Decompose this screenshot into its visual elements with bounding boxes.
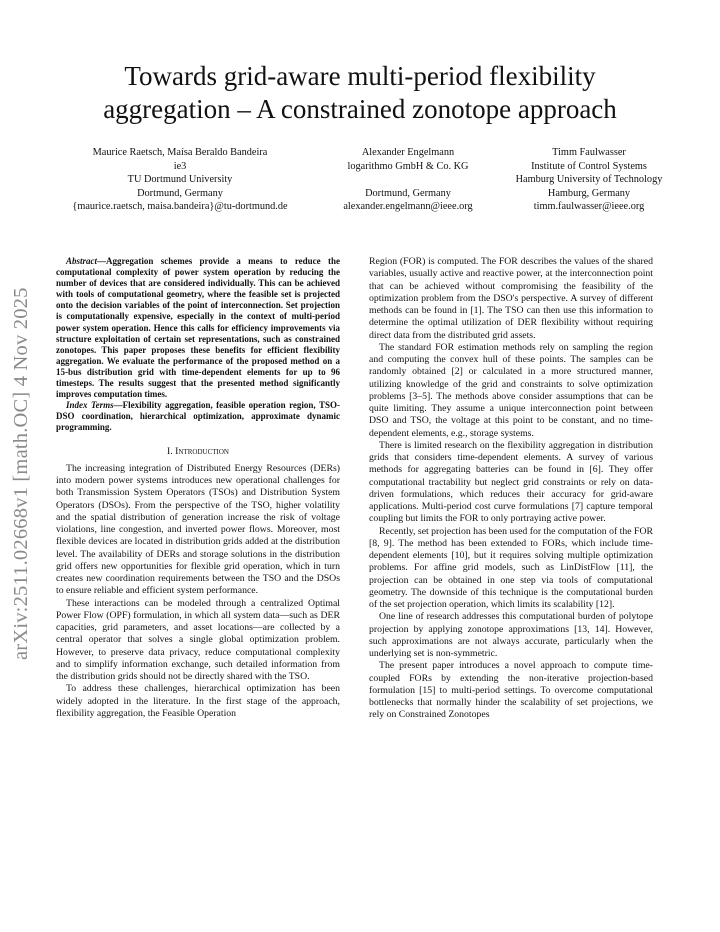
author-2	[318, 146, 498, 214]
paragraph: Region (FOR) is computed. The FOR describes the values of the shared variables, usually active and reactive power, at the interconnection point that can be achieved without compromising the feasibility of the optimization problem from the DSO's perspective. A survey of different methods can be found in [1]. The TSO can then use this information to determine the optimal utilization of DER flexibility without requiring direct data from the distributed grid assets.	[369, 256, 653, 341]
abstract-label: Abstract	[66, 256, 98, 266]
author-location: Hamburg, Germany	[547, 187, 631, 199]
author-email: {maurice.raetsch, maisa.bandeira}@tu-dortmund.de	[72, 201, 288, 213]
paper-title	[0, 60, 720, 126]
title-line-2: aggregation – A constrained zonotope approach	[103, 94, 617, 124]
abstract	[56, 256, 340, 400]
author-affiliation: TU Dortmund University	[127, 174, 233, 186]
paragraph: The present paper introduces a novel approach to compute time-coupled FORs by extending the non-iterative projection-based formulation [15] to multi-period settings. To overcome computational bottlenecks that normally hinder the scalability of set projections, we rely on Constrained Zonotopes	[369, 660, 653, 721]
index-terms-text: —Flexibility aggregation, feasible operation region, TSO-DSO coordination, hierarchical optimization, approximate dynamic programming.	[56, 400, 340, 433]
left-column	[56, 256, 340, 720]
author-affiliation: logarithmo GmbH & Co. KG	[347, 160, 469, 172]
paragraph: These interactions can be modeled through a centralized Optimal Power Flow (OPF) formulation, in which all system data—such as DER capacities, grid parameters, and asset locations—are collected by a central operator that solves a single global optimization problem. However, to preserve data privacy, reduce computational complexity and to simplify information exchange, such detailed information from the distribution grids should not be directly shared with the TSO.	[56, 597, 340, 682]
author-email: alexander.engelmann@ieee.org	[343, 201, 473, 213]
author-email: timm.faulwasser@ieee.org	[533, 201, 645, 213]
paragraph: The standard FOR estimation methods rely on sampling the region and computing the convex hull of these points. The samples can be randomly obtained [2] or calculated in a more structured manner, utilizing knowledge of the grid and constraints to solve optimization problems [3–5]. The methods above consider assumptions that can be quite limiting. They assume a unique interconnection point between DSO and TSO, the voltage at this point to be constant, and no time-dependent elements, e.g., storage systems.	[369, 341, 653, 439]
author-location: Dortmund, Germany	[137, 187, 223, 199]
paragraph: The increasing integration of Distributed Energy Resources (DERs) into modern power systems introduces new operational challenges for both Transmission System Operators (TSOs) and Distribution System Operators (DSOs). From the perspective of the TSO, higher volatility and the spatial distribution of generation increase the risk of voltage violations, line congestion, and inverted power flows. Moreover, most flexible devices are located in distribution grids added at the distribution level. The availability of DERs and storage solutions in the distribution grid offers new opportunities for flexible grid operation, which in turn creates new coordination requirements between the TSO and the DSOs to ensure reliable and efficient system performance.	[56, 462, 340, 597]
paragraph: One line of research addresses this computational burden of polytope projection by applying zonotope approximations [13, 14]. However, such approximations are not always accurate, particularly when the underlying set is non-symmetric.	[369, 611, 653, 659]
right-column	[369, 256, 653, 722]
index-terms-label: Index Terms	[66, 400, 114, 411]
paragraph: To address these challenges, hierarchical optimization has been widely adopted in the literature. In the first stage of the approach, flexibility aggregation, the Feasible Operation	[56, 683, 340, 719]
author-affiliation	[318, 173, 498, 187]
author-3	[504, 146, 674, 214]
abstract-text: —Aggregation schemes provide a means to reduce the computational complexity of power system operation by reducing the number of devices that are considered individually. This can be achieved with tools of computational geometry, where the feasible set is projected onto the decision variables of the point of interconnection. Set projection is computationally expensive, especially in the context of multi-period power system operation. Hence this calls for efficiency improvements via structure exploitation of certain set representations, such as constrained zonotopes. This paper proposes these benefits for efficient flexibility aggregation. We evaluate the performance of the proposed method on a 15-bus distribution grid with time-dependent elements for up to 96 timesteps. The results suggest that the presented method significantly improves computation times.	[56, 256, 340, 400]
author-location: Dortmund, Germany	[365, 187, 451, 199]
author-affiliation: Hamburg University of Technology	[515, 174, 663, 186]
author-affiliation: Institute of Control Systems	[531, 160, 647, 172]
author-name: Maurice Raetsch, Maísa Beraldo Bandeira	[92, 147, 268, 158]
author-name: Timm Faulwasser	[552, 147, 626, 158]
author-name: Alexander Engelmann	[361, 147, 455, 158]
title-line-1: Towards grid-aware multi-period flexibility	[124, 61, 596, 91]
section-heading: I. Introduction	[167, 445, 229, 457]
paragraph: Recently, set projection has been used for the computation of the FOR [8, 9]. The method has been extended to FORs, which include time-dependent elements [10], but it requires solving multiple optimization problems. For affine grid models, such as LinDistFlow [11], the projection can be obtained in one step via tools of computational geometry. The downside of this technique is the computational burden of the set projection operation, which limits its scalability [12].	[369, 525, 653, 610]
paragraph: There is limited research on the flexibility aggregation in distribution grids that considers time-dependent elements. A survey of various methods for aggregating batteries can be found in [6]. They offer computational tractability but neglect grid constraints or rely on data-driven formulations, which reduces their accuracy for grid-aware applications. Multi-period cost curve formulations [7] capture temporal coupling but limits the FOR to only portraying active power.	[369, 439, 653, 525]
index-terms	[56, 400, 340, 433]
author-affiliation: ie3	[173, 160, 187, 172]
author-1	[55, 146, 305, 214]
arxiv-identifier: arXiv:2511.02668v1 [math.OC] 4 Nov 2025	[10, 287, 32, 660]
